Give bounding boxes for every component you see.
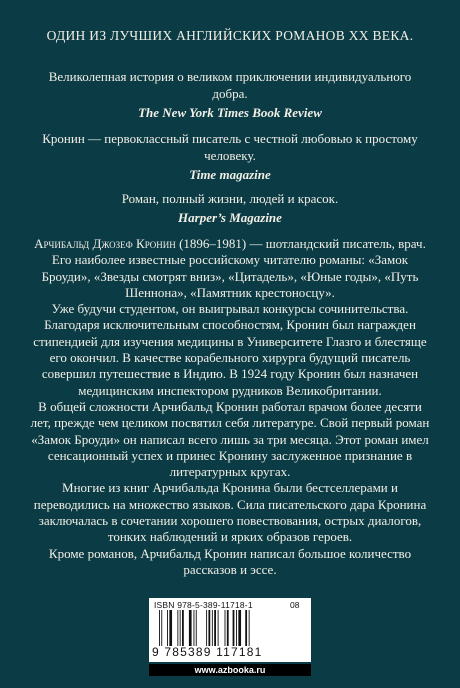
author-name: Арчибальд Джозеф Кронин <box>34 236 176 251</box>
quote-text: Роман, полный жизни, людей и красок. <box>121 191 339 206</box>
barcode-bar <box>177 610 178 646</box>
headline: ОДИН ИЗ ЛУЧШИХ АНГЛИЙСКИХ РОМАНОВ XX ВЕКА. <box>46 28 414 43</box>
isbn-text: ISBN 978-5-389-11718-1 <box>154 600 253 610</box>
barcode-bar <box>161 610 162 646</box>
author-biography <box>30 236 430 578</box>
quote-text: Великолепная история о великом приключении индивидуального добра. <box>48 69 412 101</box>
barcode-bar <box>196 610 197 646</box>
barcode-bar <box>208 610 210 646</box>
bio-paragraph: В общей сложности Арчибальд Кронин работал врачом более десяти лет, прежде чем целиком посвятил себя литературе. Свой первый роман «Замок Броуди» он написал всего лишь за три месяца. Этот роман имел сенсационный успех и принес Кронину заслуженное признание в литературных кругах. <box>30 398 430 480</box>
barcode-bar <box>225 610 226 646</box>
barcode-bar <box>212 610 213 646</box>
barcode-bar <box>227 610 229 646</box>
barcode-bar <box>236 610 237 646</box>
publisher-url: www.azbooka.ru <box>149 664 311 676</box>
barcode-bar <box>182 610 184 646</box>
barcode-bar <box>189 610 192 646</box>
barcode-bar <box>194 610 195 646</box>
barcode-bar <box>169 610 172 646</box>
bio-paragraph: Уже будучи студентом, он выигрывал конкурсы сочинительства. Благодаря исключительным способностям, Кронин был награжден стипендией для изучения медицины в Университете Глазго и блестяще его окончил. В качестве корабельного хирурга будущий писатель совершил путешествие в Индию. В 1924 году Кронин был назначен медицинским инспектором рудников Великобритании. <box>33 301 427 398</box>
bio-paragraph: Многие из книг Арчибальда Кронина были бестселлерами и переводились на множество языков. Сила писательского дара Кронина заключалась в сочетании хорошего повествования, острых диалогов, тонких наблюдений и ярких образов героев. <box>33 480 427 545</box>
barcode-bar <box>233 610 235 646</box>
quote-source: Time magazine <box>189 167 271 182</box>
barcode-bar <box>206 610 207 646</box>
quote-text: Кронин — первоклассный писатель с честной любовью к простому человеку. <box>42 131 418 163</box>
barcode-bar <box>159 610 160 646</box>
quote-time <box>40 130 420 183</box>
barcode-bar <box>245 610 247 646</box>
barcode-bar <box>214 610 216 646</box>
quote-harpers <box>40 190 420 226</box>
barcode-bar <box>218 610 219 646</box>
barcode-bar <box>167 610 168 646</box>
isbn-addon: 08 <box>290 600 300 610</box>
barcode-icon <box>159 610 301 646</box>
quote-nyt <box>40 68 420 121</box>
bio-text: (1896–1981) — шотландский писатель, врач. Его наиболее известные российскому читателю романы: «Замок Броуди», «Звезды смотрят вниз», «Цитадель», «Юные годы», «Путь Шеннона», «Памятник крестоносцу». <box>41 236 426 300</box>
quote-source: Harper’s Magazine <box>178 210 282 225</box>
bio-paragraph: Кроме романов, Арчибальд Кронин написал большое количество рассказов и эссе. <box>48 545 412 577</box>
barcode-label <box>149 598 311 662</box>
bio-paragraph <box>30 236 430 301</box>
barcode-bar <box>238 610 241 646</box>
barcode-bar <box>180 610 181 646</box>
ean-digits: 9 785389 117181 <box>152 645 263 659</box>
barcode-bar <box>249 610 250 646</box>
quote-source: The New York Times Book Review <box>138 105 322 120</box>
